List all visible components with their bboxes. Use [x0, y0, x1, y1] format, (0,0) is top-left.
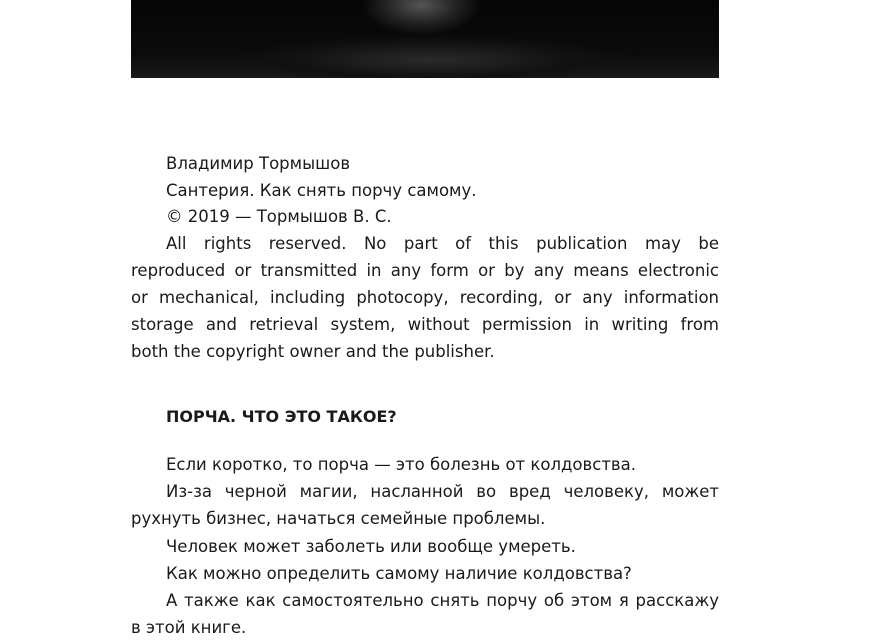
paragraph-line: А также как самостоятельно снять порчу об этом я расскажу: [166, 591, 719, 610]
rights-line: storage and retrieval system, without permission in writing from: [131, 315, 719, 334]
book-title: Сантерия. Как снять порчу самому.: [166, 181, 477, 200]
rights-line: or mechanical, including photocopy, recording, or any information: [131, 288, 719, 307]
paragraph-line: в этой книге.: [131, 618, 247, 637]
rights-line: reproduced or transmitted in any form or by any means electronic: [131, 261, 719, 280]
author: Владимир Тормышов: [166, 154, 351, 173]
rights-line: both the copyright owner and the publisher.: [131, 342, 495, 361]
paragraph-line: рухнуть бизнес, начаться семейные проблемы.: [131, 509, 546, 528]
cover-photo: [131, 0, 719, 78]
paragraph-line: Человек может заболеть или вообще умереть.: [166, 537, 576, 556]
chapter-heading: ПОРЧА. ЧТО ЭТО ТАКОЕ?: [166, 407, 397, 426]
paragraph-line: Из-за черной магии, насланной во вред человеку, может: [166, 482, 719, 501]
paragraph-line: Как можно определить самому наличие колдовства?: [166, 564, 632, 583]
copyright: © 2019 — Тормышов В. С.: [166, 207, 392, 226]
paragraph-line: Если коротко, то порча — это болезнь от колдовства.: [166, 455, 637, 474]
rights-line: All rights reserved. No part of this publication may be: [166, 234, 719, 253]
